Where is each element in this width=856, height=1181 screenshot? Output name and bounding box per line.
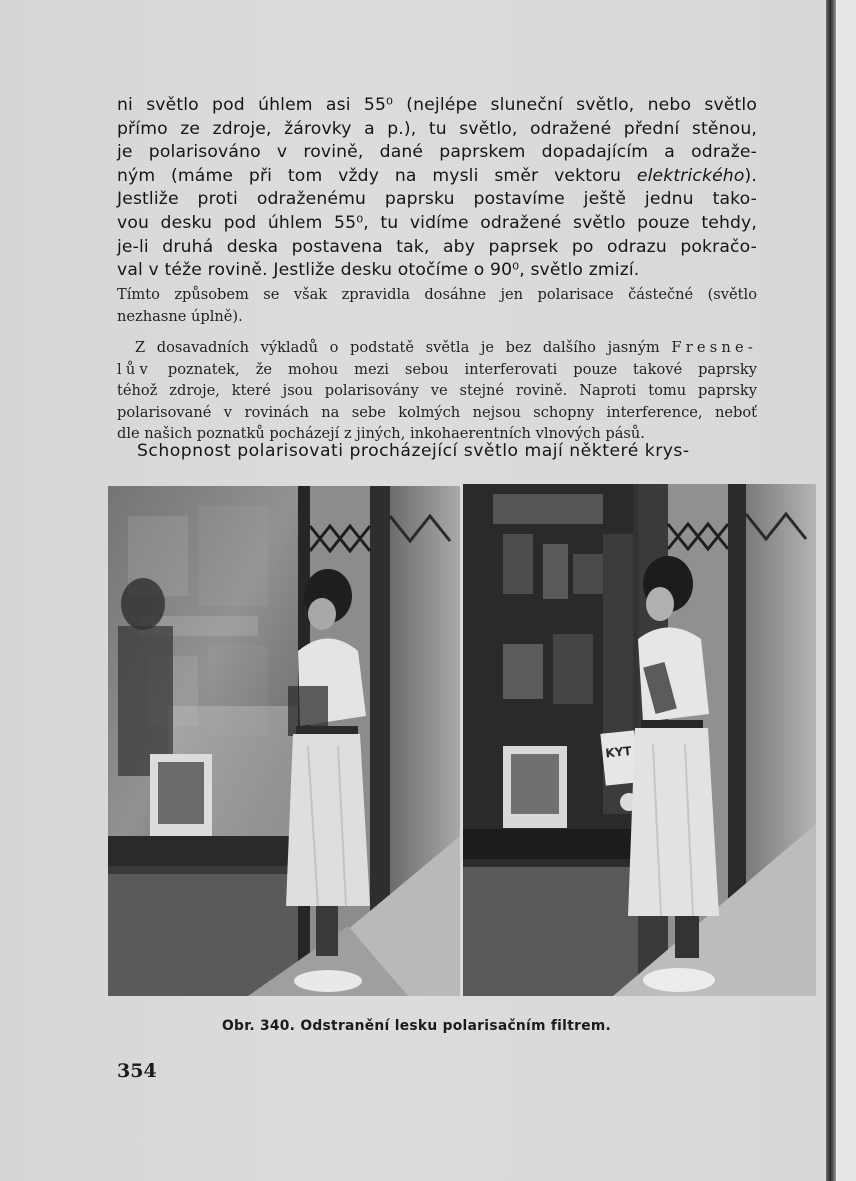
photo-left-illustration	[108, 486, 460, 996]
text-line: nezhasne úplně).	[117, 307, 243, 325]
text-line: přímo ze zdroje, žárovky a p.), tu světlo, odražené přední stěnou,	[117, 118, 757, 139]
text-line: téhož zdroje, které jsou polarisovány ve stejné rovině. Naproti tomu paprsky	[117, 382, 757, 399]
text-segment: ným (máme při tom vždy na mysli směr vektoru	[117, 165, 622, 186]
photo-with-glare	[108, 486, 460, 996]
figure-caption: Obr. 340. Odstranění lesku polarisačním filtrem.	[222, 1018, 612, 1034]
main-paragraph	[117, 94, 757, 283]
text-line: ni světlo pod úhlem asi 55⁰ (nejlépe sluneční světlo, nebo světlo	[117, 95, 757, 115]
page-number: 354	[117, 1060, 157, 1082]
photo-right-illustration	[463, 484, 816, 996]
photo-without-glare	[463, 484, 816, 996]
text-line: Tímto způsobem se však zpravidla dosáhne jen polarisace částečné (světlo	[117, 286, 757, 303]
text-line: Jestliže proti odraženému paprsku postavíme ještě jednu tako-	[117, 189, 757, 210]
page-binding-edge	[826, 0, 836, 1181]
shop-sign-text: KYT	[604, 743, 633, 761]
text-line	[117, 359, 757, 381]
text-segment: Z dosavadních výkladů o podstatě světla je bez dalšího jasným	[135, 339, 660, 356]
text-line-with-italic	[117, 165, 757, 189]
background-strip	[836, 0, 856, 1181]
text-segment: ).	[744, 165, 757, 186]
text-line: je-li druhá deska postavena tak, aby paprsek po odrazu pokračo-	[117, 236, 757, 257]
text-line	[117, 337, 757, 359]
continuation-line: Schopnost polarisovati procházející světlo mají některé krys-	[137, 441, 690, 461]
small-paragraph-1	[117, 284, 757, 327]
text-line: polarisované v rovinách na sebe kolmých nejsou schopny interference, neboť	[117, 403, 757, 421]
spaced-name: lův	[117, 360, 152, 378]
text-line: vou desku pod úhlem 55⁰, tu vidíme odražené světlo pouze tehdy,	[117, 212, 757, 233]
text-segment: poznatek, že mohou mezi sebou interferovati pouze takové paprsky	[167, 360, 758, 378]
small-paragraph-2	[117, 337, 757, 445]
italic-term: elektrického	[636, 165, 745, 186]
text-line: je polarisováno v rovině, dané paprskem dopadajícím a odraže-	[117, 142, 757, 163]
spaced-name: Fresne-	[671, 339, 757, 356]
text-line: dle našich poznatků pocházejí z jiných, inkohaerentních vlnových pásů.	[117, 425, 645, 442]
text-line: val v téže rovině. Jestliže desku otočíme o 90⁰, světlo zmizí.	[117, 260, 640, 281]
